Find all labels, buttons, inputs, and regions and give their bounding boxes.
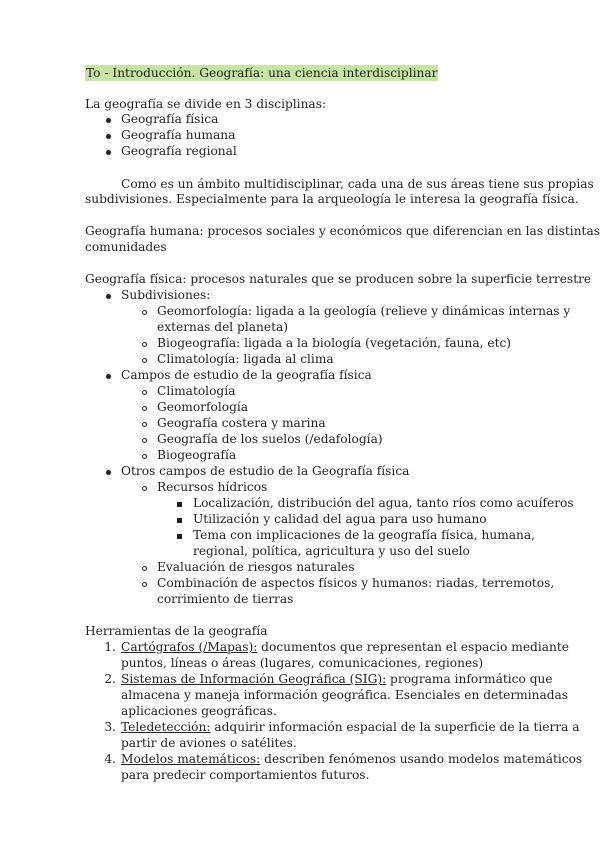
- list-number: 4.: [104, 752, 116, 766]
- otros-item-cont: corrimiento de tierras: [157, 592, 294, 606]
- humana-line: Geografía humana: procesos sociales y económicos que diferencian en las distintas: [85, 224, 600, 238]
- subdivision-item: Climatología: ligada al clima: [157, 352, 334, 366]
- paragraph-line: Como es un ámbito multidisciplinar, cada una de sus áreas tiene sus propias: [121, 177, 594, 191]
- tool-desc-cont: para predecir comportamientos futuros.: [121, 768, 370, 782]
- recurso-item: Tema con implicaciones de la geografía física, humana,: [193, 528, 536, 542]
- bullet-circle: [142, 454, 147, 459]
- recurso-item-cont: regional, política, agricultura y uso del suelo: [193, 544, 470, 558]
- bullet-circle: [142, 358, 147, 363]
- otros-label: Otros campos de estudio de la Geografía física: [121, 464, 410, 478]
- bullet-dot: [106, 294, 111, 299]
- otros-item: Evaluación de riesgos naturales: [157, 560, 355, 574]
- campos-label: Campos de estudio de la geografía física: [121, 368, 372, 382]
- bullet-circle: [142, 342, 147, 347]
- discipline-item: Geografía humana: [121, 128, 236, 142]
- tool-item: [121, 672, 553, 687]
- tool-desc: programa informático que: [386, 672, 553, 686]
- subdivisiones-label: Subdivisiones:: [121, 288, 211, 302]
- list-number: 3.: [104, 720, 116, 734]
- subdivision-item: Biogeografía: ligada a la biología (vegetación, fauna, etc): [157, 336, 512, 350]
- list-number: 2.: [104, 672, 116, 686]
- humana-line: comunidades: [85, 240, 167, 254]
- tool-term: Teledetección:: [121, 720, 211, 734]
- tool-desc-cont: almacena y maneja información geográfica. Esenciales en determinadas: [121, 688, 569, 702]
- tool-desc-cont: partir de aviones o satélites.: [121, 736, 297, 750]
- page-title: [85, 66, 438, 81]
- campo-item: Geomorfología: [157, 400, 249, 414]
- title-highlight: To - Introducción. Geografía: una ciencia interdisciplinar: [86, 66, 438, 80]
- bullet-circle: [142, 390, 147, 395]
- subdivision-item: Geomorfología: ligada a la geología (relieve y dinámicas internas y: [157, 304, 571, 318]
- bullet-circle: [142, 582, 147, 587]
- bullet-circle: [142, 438, 147, 443]
- recurso-item: Localización, distribución del agua, tanto ríos como acuíferos: [193, 496, 574, 510]
- bullet-dot: [106, 118, 111, 123]
- otros-item: Combinación de aspectos físicos y humanos: riadas, terremotos,: [157, 576, 555, 590]
- herramientas-heading: Herramientas de la geografía: [85, 624, 268, 638]
- recursos-label: Recursos hídricos: [157, 480, 268, 494]
- bullet-circle: [142, 406, 147, 411]
- bullet-circle: [142, 422, 147, 427]
- bullet-square: [177, 518, 182, 523]
- tool-desc-cont: aplicaciones geográficas.: [121, 704, 277, 718]
- tool-term: Modelos matemáticos:: [121, 752, 261, 766]
- tool-term: Sistemas de Información Geográfica (SIG):: [121, 672, 387, 686]
- paragraph-line: subdivisiones. Especialmente para la arqueología le interesa la geografía física.: [85, 192, 579, 206]
- bullet-square: [177, 534, 182, 539]
- tool-desc-cont: puntos, líneas o áreas (lugares, comunicaciones, regiones): [121, 656, 484, 670]
- tool-term: Cartógrafos (/Mapas):: [121, 640, 258, 654]
- campo-item: Geografía costera y marina: [157, 416, 326, 430]
- fisica-heading: Geografía física: procesos naturales que se producen sobre la superficie terrestre: [85, 272, 592, 286]
- campo-item: Biogeografía: [157, 448, 237, 462]
- subdivision-item-cont: externas del planeta): [157, 320, 288, 334]
- intro-text: La geografía se divide en 3 disciplinas:: [85, 97, 327, 111]
- bullet-dot: [106, 150, 111, 155]
- campo-item: Climatología: [157, 384, 236, 398]
- tool-item: [121, 720, 580, 735]
- bullet-dot: [106, 374, 111, 379]
- tool-item: [121, 640, 569, 655]
- bullet-circle: [142, 486, 147, 491]
- tool-desc: adquirir información espacial de la superficie de la tierra a: [210, 720, 580, 734]
- bullet-circle: [142, 310, 147, 315]
- bullet-square: [177, 502, 182, 507]
- bullet-dot: [106, 134, 111, 139]
- bullet-circle: [142, 566, 147, 571]
- tool-desc: documentos que representan el espacio mediante: [257, 640, 569, 654]
- bullet-dot: [106, 470, 111, 475]
- recurso-item: Utilización y calidad del agua para uso humano: [193, 512, 487, 526]
- discipline-item: Geografía física: [121, 112, 219, 126]
- tool-item: [121, 752, 582, 767]
- campo-item: Geografía de los suelos (/edafología): [157, 432, 383, 446]
- discipline-item: Geografía regional: [121, 144, 237, 158]
- tool-desc: describen fenómenos usando modelos matemáticos: [260, 752, 583, 766]
- list-number: 1.: [104, 640, 116, 654]
